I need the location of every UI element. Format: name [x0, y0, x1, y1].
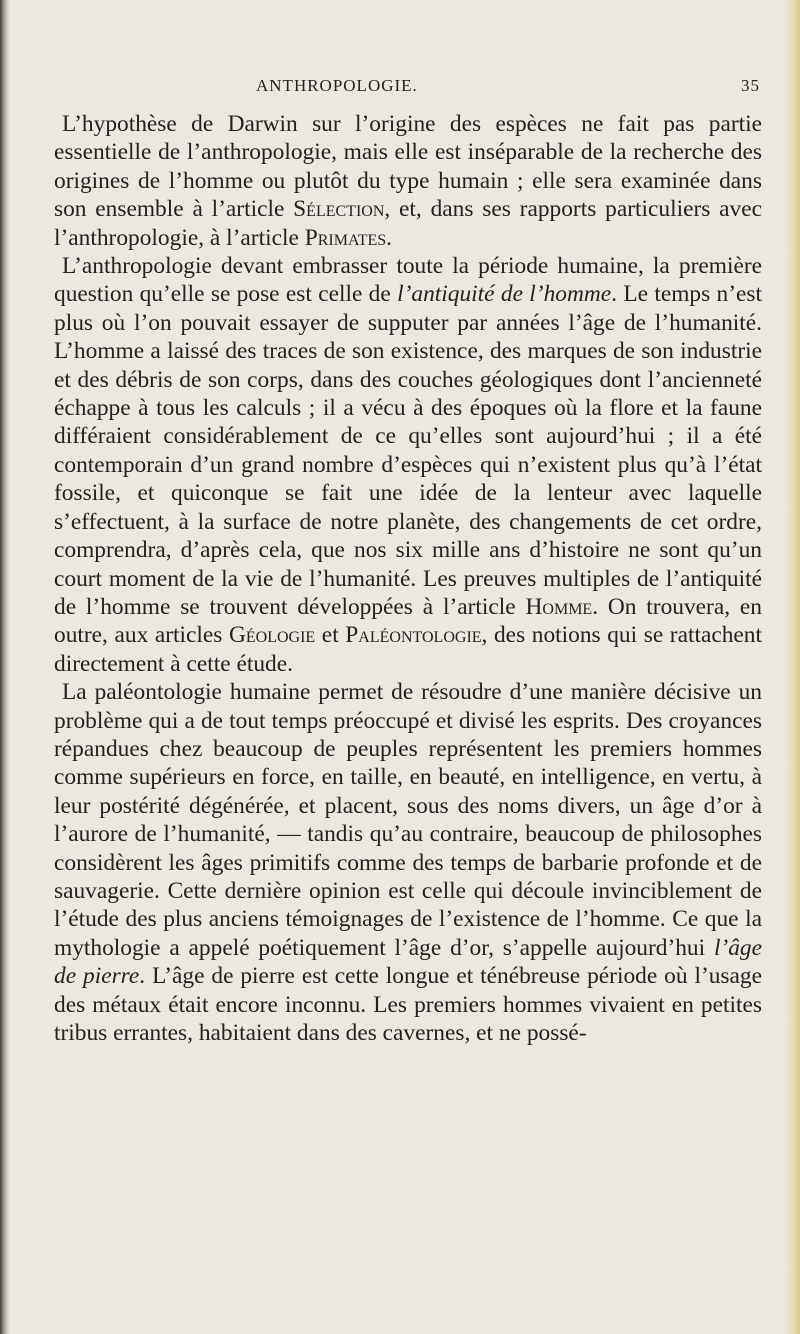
- text-run: L’hypothèse de Darwin sur l’origine des espèces ne fait pas partie essentielle de l’anthropologie, mais elle est inséparable de la recherche des origines de l’homme ou plutôt du type humain ; elle sera examinée dans son ensemble à l’article: [54, 111, 762, 223]
- text-run: L’anthropologie devant embrasser toute la période humaine, la première question qu’elle se pose est celle de: [54, 253, 762, 308]
- page-binding-edge: [0, 0, 10, 1334]
- italic-term: l’âge de pierre: [54, 934, 762, 990]
- page-right-edge: [784, 0, 800, 1334]
- running-header: [54, 76, 762, 106]
- text-run: . On trouvera, en outre, aux articles: [54, 593, 762, 649]
- cross-reference: Paléontologie: [345, 622, 482, 649]
- text-run: . Le temps n’est plus où l’on pouvait essayer de supputer par années l’âge de l’humanité. L’homme a laissé des traces de son existence, des marques de son industrie et des débris de son corps, dans des couches géologiques dont l’ancienneté échappe à tous les calculs ; il a vécu à des époques où la flore et la faune différaient considérablement de ce qu’elles sont aujourd’hui ; il a été contemporain d’un grand nombre d’espèces qui n’existent plus qu’à l’état fossile, et quiconque se fait une idée de la lenteur avec laquelle s’effectuent, à la surface de notre planète, des changements de cet ordre, comprendra, d’après cela, que nos six mille ans d’histoire ne sont qu’un court moment de la vie de l’humanité. Les preuves multiples de l’antiquité de l’homme se trouvent développées à l’article: [54, 281, 762, 620]
- italic-term: l’antiquité de l’homme: [397, 281, 612, 308]
- text-run: .: [386, 224, 393, 251]
- cross-reference: Homme: [525, 593, 593, 620]
- cross-reference: Sélection: [293, 196, 385, 223]
- text-run: , et, dans ses rapports particuliers avec l’anthropologie, à l’article: [54, 196, 762, 251]
- text-run: La paléontologie humaine permet de résoudre d’une manière décisive un problème qui a de tout temps préoccupé et divisé les esprits. Des croyances répandues chez beaucoup de peuples représentent les premiers hommes comme supérieurs en force, en taille, en beauté, en intelligence, en vertu, à leur postérité dégénérée, et placent, sous des noms divers, un âge d’or à l’aurore de l’humanité, — tandis qu’au contraire, beaucoup de philosophes considèrent les âges primitifs comme des temps de barbarie profonde et de sauvagerie. Cette dernière opinion est celle qui découle invinciblement de l’étude des plus anciens témoignages de l’existence de l’homme. Ce que la mythologie a appelé poétiquement l’âge d’or, s’appelle aujourd’hui: [54, 679, 762, 961]
- paragraph: [54, 252, 762, 678]
- page-number: 35: [741, 76, 760, 95]
- cross-reference: Primates: [304, 224, 387, 251]
- text-run: , des notions qui se rattachent directement à cette étude.: [54, 622, 762, 677]
- body-text: [54, 110, 762, 1047]
- text-run: et: [315, 622, 346, 649]
- paragraph: [54, 110, 762, 252]
- text-run: . L’âge de pierre est cette longue et ténébreuse période où l’usage des métaux était encore inconnu. Les premiers hommes vivaient en petites tribus errantes, habitaient dans des cavernes, et ne possé-: [54, 963, 762, 1046]
- cross-reference: Géologie: [229, 622, 316, 649]
- running-title: ANTHROPOLOGIE.: [256, 76, 418, 95]
- paragraph: [54, 678, 762, 1047]
